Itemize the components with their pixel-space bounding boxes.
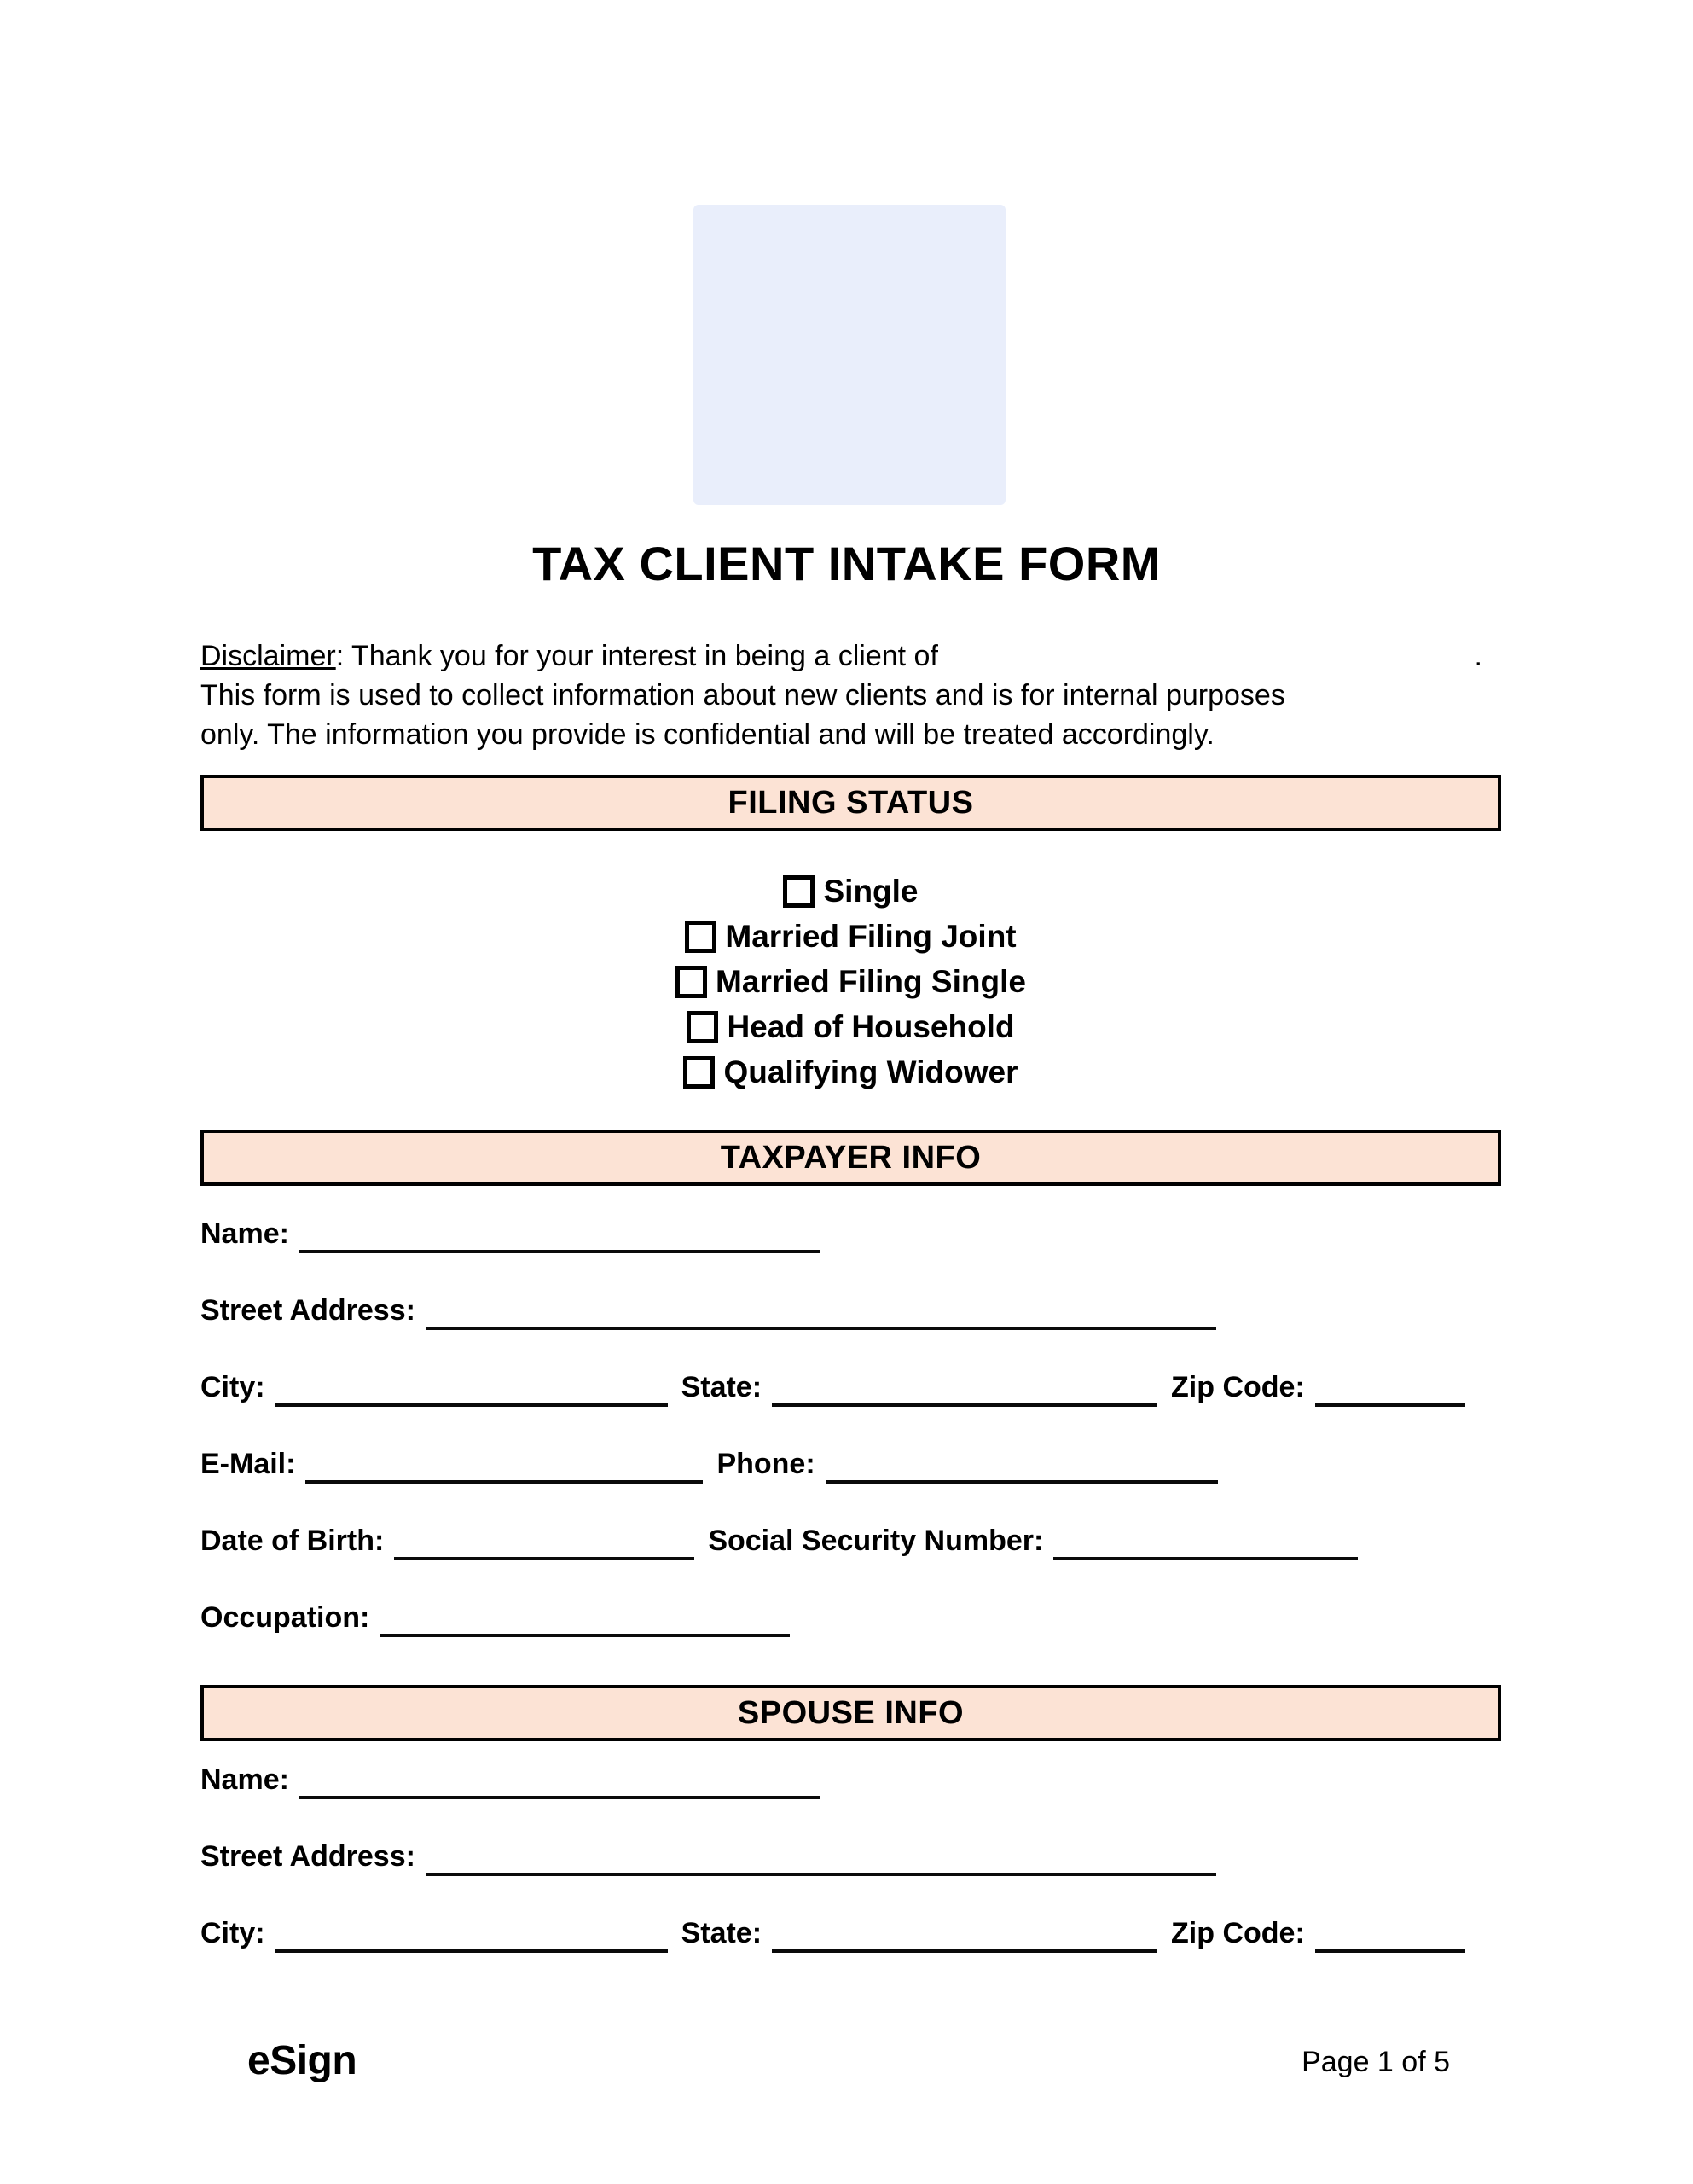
taxpayer-dob-ssn-row [200,1520,1501,1597]
taxpayer-email-label: E-Mail: [200,1448,296,1480]
checkbox-label-married-filing-joint: Married Filing Joint [725,918,1017,954]
section-header-filing-status [200,775,1501,831]
taxpayer-email-line[interactable] [305,1455,703,1484]
taxpayer-ssn-label: Social Security Number: [708,1525,1044,1557]
spouse-state-line[interactable] [772,1924,1157,1953]
spouse-city-line[interactable] [275,1924,668,1953]
taxpayer-city-state-zip-row [200,1367,1501,1443]
taxpayer-name-label: Name: [200,1217,289,1250]
taxpayer-dob-line[interactable] [394,1531,694,1560]
spouse-city-label: City: [200,1917,265,1949]
checkbox-head-of-household[interactable] [687,1011,718,1043]
spouse-name-label: Name: [200,1763,289,1796]
spouse-street-line[interactable] [426,1847,1216,1876]
disclaimer [200,636,1501,754]
spouse-state-label: State: [681,1917,762,1949]
checkbox-married-filing-single[interactable] [675,966,707,998]
taxpayer-zip-label: Zip Code: [1171,1371,1305,1403]
section-header-taxpayer-info [200,1130,1501,1186]
disclaimer-line3: only. The information you provide is confidential and will be treated accordingly. [200,718,1215,751]
section-title-filing-status: FILING STATUS [728,785,974,821]
checkbox-label-single: Single [823,873,919,909]
taxpayer-occupation-label: Occupation: [200,1601,370,1634]
disclaimer-label: Disclaimer [200,640,336,672]
disclaimer-line1-text: : Thank you for your interest in being a client of [335,640,938,672]
taxpayer-street-row [200,1290,1501,1367]
disclaimer-line2: This form is used to collect information about new clients and is for internal purposes [200,679,1285,712]
spouse-zip-line[interactable] [1315,1924,1465,1953]
taxpayer-city-label: City: [200,1371,265,1403]
taxpayer-ssn-line[interactable] [1053,1531,1358,1560]
taxpayer-dob-label: Date of Birth: [200,1525,385,1557]
section-title-spouse-info: SPOUSE INFO [737,1695,965,1731]
spouse-name-row [200,1759,1501,1836]
taxpayer-zip-line[interactable] [1315,1378,1465,1407]
checkbox-label-qualifying-widower: Qualifying Widower [723,1054,1018,1089]
disclaimer-line1 [200,636,1501,676]
section-title-taxpayer-info: TAXPAYER INFO [720,1140,982,1176]
section-header-spouse-info [200,1685,1501,1741]
esign-logo: eSign [247,2038,357,2083]
filing-status-option-married-filing-single [200,959,1501,1004]
checkbox-married-filing-joint[interactable] [685,921,716,953]
taxpayer-street-line[interactable] [426,1301,1216,1330]
checkbox-qualifying-widower[interactable] [683,1056,715,1089]
taxpayer-fields [200,1213,1501,1674]
checkbox-label-head-of-household: Head of Household [727,1008,1015,1044]
page-title: TAX CLIENT INTAKE FORM [532,537,1161,590]
spouse-name-line[interactable] [299,1770,820,1799]
spouse-city-state-zip-row [200,1913,1501,1989]
taxpayer-city-line[interactable] [275,1378,668,1407]
checkbox-label-married-filing-single: Married Filing Single [716,963,1026,999]
filing-status-option-head-of-household [200,1004,1501,1049]
taxpayer-state-label: State: [681,1371,762,1403]
taxpayer-email-phone-row [200,1443,1501,1520]
filing-status-option-married-filing-joint [200,914,1501,959]
filing-status-option-single [200,868,1501,914]
taxpayer-occupation-line[interactable] [380,1608,790,1637]
taxpayer-occupation-row [200,1597,1501,1674]
checkbox-single[interactable] [783,875,815,908]
taxpayer-name-row [200,1213,1501,1290]
taxpayer-state-line[interactable] [772,1378,1157,1407]
taxpayer-street-label: Street Address: [200,1294,415,1327]
disclaimer-line1-period: . [1474,640,1482,672]
taxpayer-phone-label: Phone: [716,1448,815,1480]
filing-status-options [200,868,1501,1095]
spouse-street-label: Street Address: [200,1840,415,1873]
spouse-fields [200,1759,1501,1989]
taxpayer-name-line[interactable] [299,1224,820,1253]
filing-status-option-qualifying-widower [200,1049,1501,1095]
taxpayer-phone-line[interactable] [826,1455,1218,1484]
logo-placeholder [693,205,1006,505]
spouse-street-row [200,1836,1501,1913]
page-number: Page 1 of 5 [1302,2046,1450,2078]
spouse-zip-label: Zip Code: [1171,1917,1305,1949]
